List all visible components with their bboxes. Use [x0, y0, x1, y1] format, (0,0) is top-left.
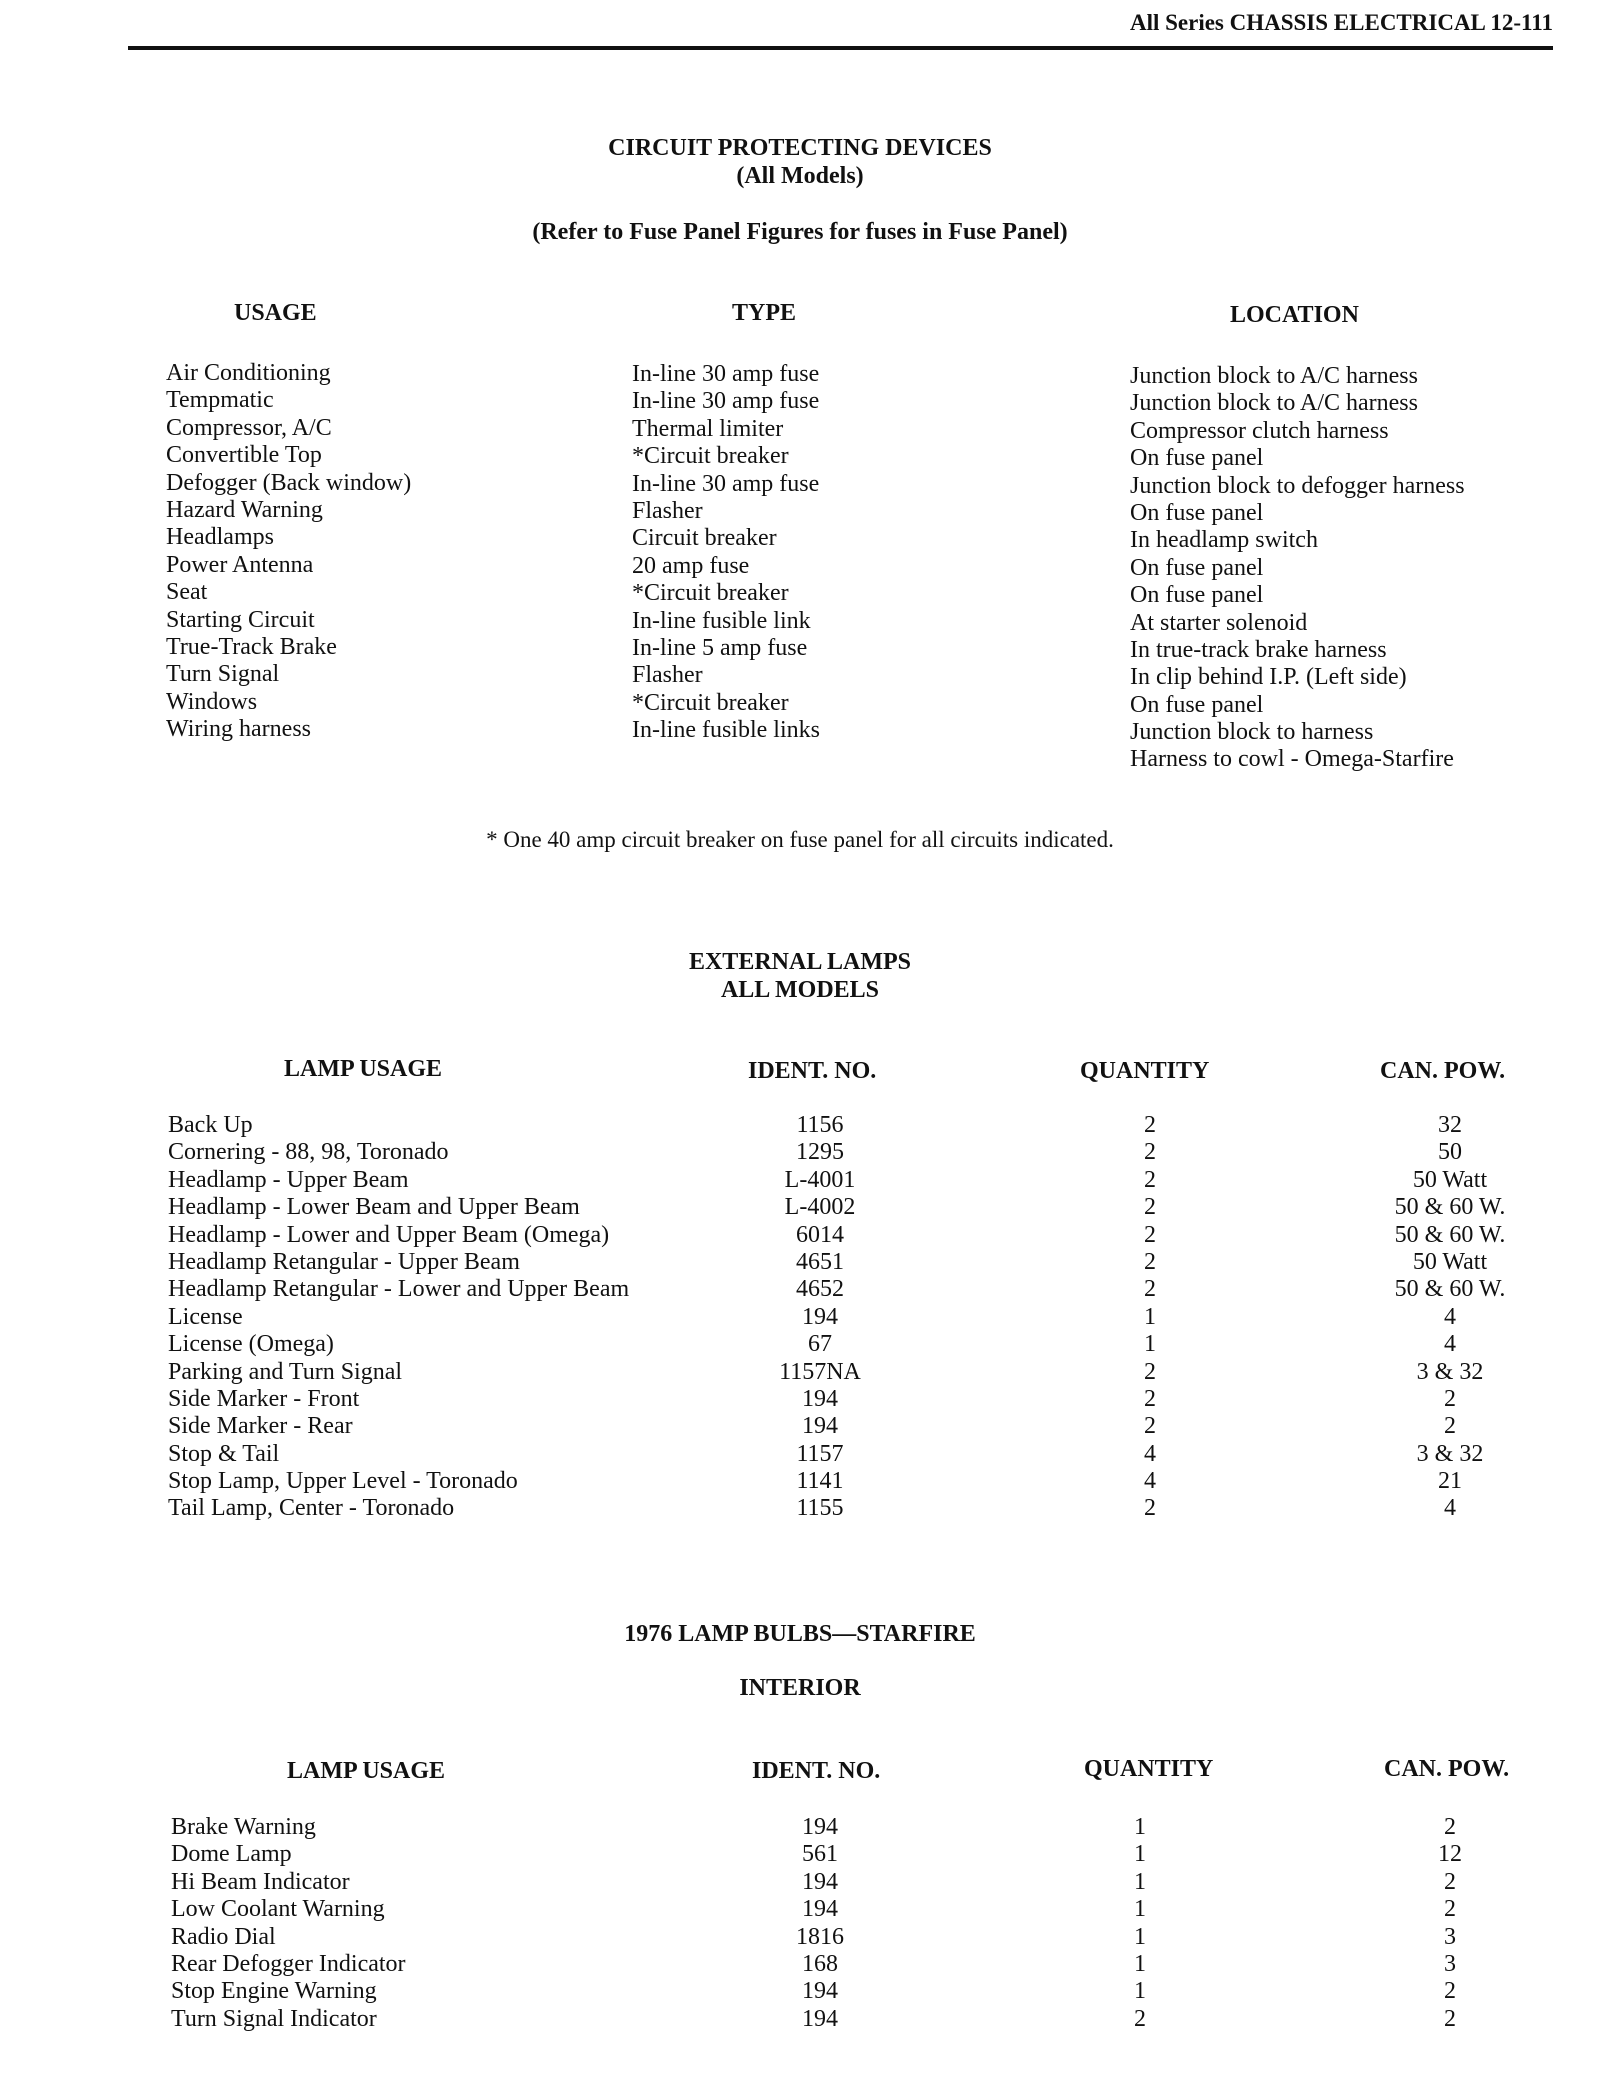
usage-cell: Tempmatic [166, 387, 274, 414]
candle-power-cell: 3 [1444, 1923, 1456, 1950]
quantity-cell: 2 [1144, 1385, 1156, 1412]
usage-cell: Defogger (Back window) [166, 469, 412, 496]
lamp-usage-cell: Stop Engine Warning [171, 1978, 377, 2005]
candle-power-cell: 3 & 32 [1416, 1440, 1484, 1467]
quantity-cell: 2 [1134, 2005, 1146, 2032]
location-cell: On fuse panel [1130, 582, 1264, 609]
ident-no-cell: L-4002 [784, 1194, 856, 1221]
quantity-cell: 2 [1144, 1413, 1156, 1440]
lamp-usage-cell: Headlamp - Lower and Upper Beam (Omega) [168, 1221, 610, 1248]
circuit-usage-column [166, 360, 411, 743]
ident-no-cell: 1157 [796, 1440, 844, 1467]
type-cell: In-line 5 amp fuse [632, 634, 808, 661]
ident-no-cell: 1141 [796, 1468, 844, 1495]
candle-power-cell: 50 Watt [1412, 1166, 1488, 1193]
candle-power-cell: 2 [1444, 1413, 1456, 1440]
circuit-title: CIRCUIT PROTECTING DEVICES [608, 135, 992, 161]
quantity-cell: 2 [1144, 1248, 1156, 1275]
type-cell: *Circuit breaker [632, 443, 789, 470]
lamp-usage-cell: Radio Dial [171, 1923, 276, 1950]
external-ident-column [740, 1112, 900, 1523]
quantity-cell: 4 [1144, 1440, 1156, 1467]
lamp-usage-cell: License (Omega) [168, 1331, 334, 1358]
quantity-cell: 1 [1144, 1331, 1156, 1358]
type-cell: In-line 30 amp fuse [632, 388, 820, 415]
ident-no-cell: 194 [802, 1385, 838, 1412]
interior-ident-column [740, 1814, 900, 2033]
ident-no-cell: 1157NA [779, 1358, 861, 1385]
lamp-usage-cell: Stop & Tail [168, 1440, 280, 1467]
ident-no-cell: 168 [802, 1950, 838, 1977]
candle-power-cell: 3 [1444, 1950, 1456, 1977]
usage-cell: Headlamps [166, 524, 274, 551]
quantity-cell: 2 [1144, 1221, 1156, 1248]
quantity-cell: 2 [1144, 1495, 1156, 1522]
quantity-cell: 1 [1134, 1868, 1146, 1895]
candle-power-cell: 32 [1438, 1112, 1462, 1138]
quantity-cell: 1 [1134, 1896, 1146, 1923]
location-cell: On fuse panel [1130, 445, 1264, 472]
quantity-cell: 1 [1134, 1950, 1146, 1977]
lamp-usage-cell: Back Up [168, 1112, 253, 1138]
location-cell: In headlamp switch [1130, 527, 1318, 554]
circuit-footnote: * One 40 amp circuit breaker on fuse panel for all circuits indicated. [486, 827, 1114, 852]
candle-power-cell: 2 [1444, 1385, 1456, 1412]
ident-no-cell: 194 [802, 1413, 838, 1440]
circuit-usage-header: USAGE [234, 300, 317, 326]
external-usage-column [168, 1112, 629, 1523]
ident-no-cell: 561 [802, 1841, 838, 1868]
interior-cp-column [1360, 1814, 1540, 2033]
type-cell: In-line fusible links [632, 717, 820, 744]
interior-qty-column [1100, 1814, 1180, 2033]
candle-power-cell: 2 [1444, 1868, 1456, 1895]
location-cell: Compressor clutch harness [1130, 417, 1389, 444]
usage-cell: Windows [166, 688, 258, 715]
quantity-cell: 1 [1144, 1303, 1156, 1330]
candle-power-cell: 4 [1444, 1303, 1456, 1330]
candle-power-cell: 50 & 60 W. [1394, 1194, 1506, 1221]
lamp-usage-cell: Turn Signal Indicator [171, 2005, 377, 2032]
location-cell: On fuse panel [1130, 499, 1264, 526]
ident-no-cell: 194 [802, 1303, 838, 1330]
circuit-location-header: LOCATION [1230, 302, 1359, 328]
usage-cell: Starting Circuit [166, 606, 315, 633]
ident-no-cell: 1295 [796, 1139, 844, 1166]
type-cell: *Circuit breaker [632, 689, 789, 716]
ident-no-cell: 67 [808, 1331, 832, 1358]
usage-cell: Air Conditioning [166, 360, 331, 386]
usage-cell: True-Track Brake [166, 633, 337, 660]
candle-power-cell: 4 [1444, 1331, 1456, 1358]
type-cell: Flasher [632, 662, 703, 689]
location-cell: In clip behind I.P. (Left side) [1130, 664, 1407, 691]
external-title: EXTERNAL LAMPS [688, 949, 912, 975]
location-cell: Junction block to harness [1130, 719, 1374, 746]
candle-power-cell: 3 & 32 [1416, 1358, 1484, 1385]
interior-usage-column [171, 1814, 406, 2033]
external-subtitle: ALL MODELS [720, 977, 880, 1003]
quantity-cell: 2 [1144, 1194, 1156, 1221]
candle-power-cell: 21 [1438, 1468, 1462, 1495]
ident-no-cell: L-4001 [784, 1166, 856, 1193]
lamp-usage-cell: Dome Lamp [171, 1841, 292, 1868]
candle-power-cell: 50 & 60 W. [1394, 1221, 1506, 1248]
quantity-cell: 2 [1144, 1358, 1156, 1385]
usage-cell: Power Antenna [166, 551, 314, 578]
quantity-cell: 2 [1144, 1166, 1156, 1193]
circuit-location-column [1130, 363, 1465, 774]
usage-cell: Turn Signal [166, 661, 280, 688]
ident-no-cell: 1816 [796, 1923, 844, 1950]
candle-power-cell: 2 [1444, 1896, 1456, 1923]
lamp-usage-cell: Stop Lamp, Upper Level - Toronado [168, 1468, 518, 1495]
location-cell: At starter solenoid [1130, 609, 1308, 636]
type-cell: Circuit breaker [632, 525, 777, 552]
external-qty-column [1110, 1112, 1190, 1523]
lamp-usage-cell: Headlamp - Lower Beam and Upper Beam [168, 1194, 580, 1221]
interior-title: 1976 LAMP BULBS—STARFIRE [624, 1621, 976, 1647]
ident-no-cell: 194 [802, 1978, 838, 2005]
quantity-cell: 4 [1144, 1468, 1156, 1495]
type-cell: In-line 30 amp fuse [632, 470, 820, 497]
circuit-subtitle-models: (All Models) [736, 163, 864, 189]
type-cell: 20 amp fuse [632, 552, 750, 579]
location-cell: Junction block to defogger harness [1130, 472, 1465, 499]
ident-no-cell: 194 [802, 1868, 838, 1895]
circuit-type-header: TYPE [732, 300, 797, 326]
lamp-usage-cell: Headlamp Retangular - Upper Beam [168, 1248, 520, 1275]
external-usage-header: LAMP USAGE [284, 1056, 443, 1082]
location-cell: In true-track brake harness [1130, 636, 1387, 663]
lamp-usage-cell: Rear Defogger Indicator [171, 1950, 406, 1977]
candle-power-cell: 50 Watt [1412, 1248, 1488, 1275]
lamp-usage-cell: License [168, 1303, 243, 1330]
lamp-usage-cell: Headlamp Retangular - Lower and Upper Beam [168, 1276, 630, 1303]
candle-power-cell: 12 [1438, 1841, 1462, 1868]
page-header [0, 8, 1600, 48]
usage-cell: Hazard Warning [166, 496, 323, 523]
ident-no-cell: 194 [802, 1896, 838, 1923]
lamp-usage-cell: Side Marker - Rear [168, 1413, 353, 1440]
ident-no-cell: 4652 [796, 1276, 844, 1303]
type-cell: In-line fusible link [632, 607, 811, 634]
lamp-usage-cell: Parking and Turn Signal [168, 1358, 403, 1385]
ident-no-cell: 1156 [796, 1112, 844, 1138]
type-cell: Thermal limiter [632, 415, 784, 442]
quantity-cell: 1 [1134, 1978, 1146, 2005]
circuit-refer-note: (Refer to Fuse Panel Figures for fuses in Fuse Panel) [532, 219, 1068, 245]
interior-cp-header: CAN. POW. [1384, 1756, 1510, 1782]
quantity-cell: 2 [1144, 1139, 1156, 1166]
quantity-cell: 1 [1134, 1841, 1146, 1868]
lamp-usage-cell: Side Marker - Front [168, 1385, 360, 1412]
candle-power-cell: 2 [1444, 1814, 1456, 1840]
quantity-cell: 1 [1134, 1814, 1146, 1840]
lamp-usage-cell: Headlamp - Upper Beam [168, 1166, 409, 1193]
interior-usage-header: LAMP USAGE [287, 1758, 446, 1784]
location-cell: Junction block to A/C harness [1130, 390, 1418, 417]
location-cell: Junction block to A/C harness [1130, 363, 1418, 389]
candle-power-cell: 4 [1444, 1495, 1456, 1522]
usage-cell: Wiring harness [166, 716, 311, 743]
quantity-cell: 2 [1144, 1112, 1156, 1138]
external-cp-column [1360, 1112, 1540, 1523]
header-rule [128, 46, 1553, 50]
location-cell: On fuse panel [1130, 691, 1264, 718]
ident-no-cell: 194 [802, 1814, 838, 1840]
usage-cell: Convertible Top [166, 442, 322, 469]
interior-ident-header: IDENT. NO. [752, 1758, 881, 1784]
candle-power-cell: 50 [1438, 1139, 1462, 1166]
lamp-usage-cell: Brake Warning [171, 1814, 316, 1840]
ident-no-cell: 194 [802, 2005, 838, 2032]
type-cell: In-line 30 amp fuse [632, 361, 820, 387]
circuit-type-column [632, 361, 820, 744]
interior-qty-header: QUANTITY [1084, 1756, 1214, 1782]
quantity-cell: 1 [1134, 1923, 1146, 1950]
external-qty-header: QUANTITY [1080, 1058, 1210, 1084]
quantity-cell: 2 [1144, 1276, 1156, 1303]
lamp-usage-cell: Hi Beam Indicator [171, 1868, 350, 1895]
lamp-usage-cell: Tail Lamp, Center - Toronado [168, 1495, 455, 1522]
location-cell: Harness to cowl - Omega-Starfire [1130, 746, 1454, 773]
usage-cell: Compressor, A/C [166, 414, 332, 441]
ident-no-cell: 1155 [796, 1495, 844, 1522]
ident-no-cell: 6014 [796, 1221, 844, 1248]
candle-power-cell: 2 [1444, 1978, 1456, 2005]
type-cell: *Circuit breaker [632, 580, 789, 607]
lamp-usage-cell: Low Coolant Warning [171, 1896, 385, 1923]
interior-subtitle: INTERIOR [739, 1675, 861, 1701]
ident-no-cell: 4651 [796, 1248, 844, 1275]
running-header: All Series CHASSIS ELECTRICAL 12-111 [1129, 10, 1553, 35]
candle-power-cell: 2 [1444, 2005, 1456, 2032]
candle-power-cell: 50 & 60 W. [1394, 1276, 1506, 1303]
location-cell: On fuse panel [1130, 554, 1264, 581]
external-ident-header: IDENT. NO. [748, 1058, 877, 1084]
external-cp-header: CAN. POW. [1380, 1058, 1506, 1084]
usage-cell: Seat [166, 579, 208, 606]
type-cell: Flasher [632, 497, 703, 524]
lamp-usage-cell: Cornering - 88, 98, Toronado [168, 1139, 449, 1166]
